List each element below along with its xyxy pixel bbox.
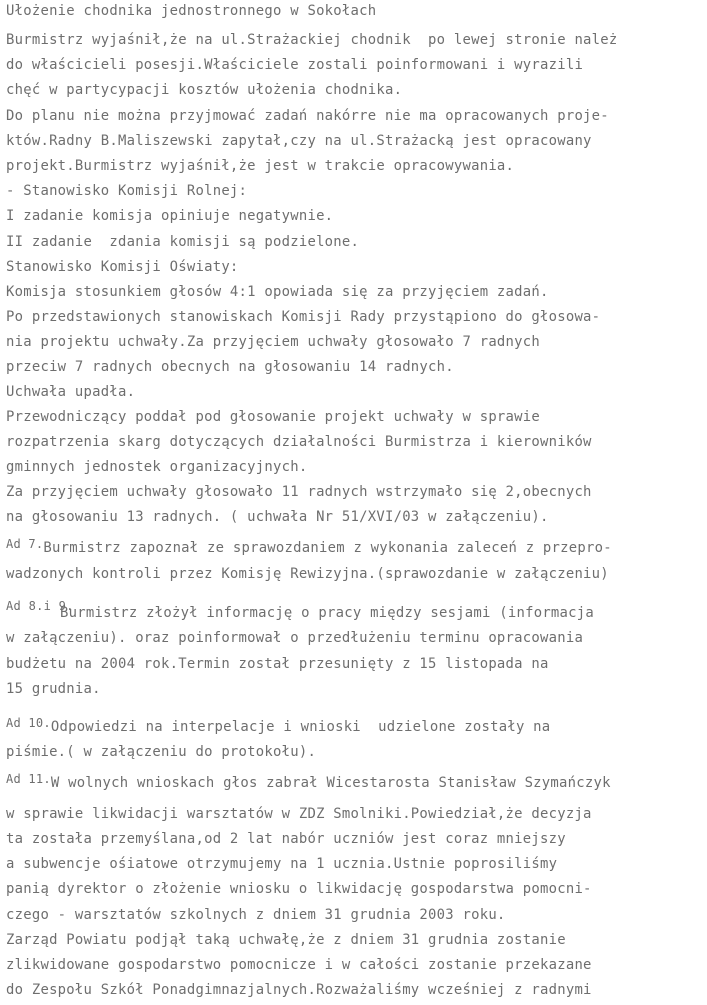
text-line: panią dyrektor o złożenie wniosku o likwidację gospodarstwa pomocni- [6,881,592,897]
text-line: chęć w partycypacji kosztów ułożenia chodnika. [6,82,403,98]
agenda-label: Ad 8.i 9. [6,599,74,613]
text-line: gminnych jednostek organizacyjnych. [6,459,308,475]
text-line: - Stanowisko Komisji Rolnej: [6,183,248,199]
text-line: budżetu na 2004 rok.Termin został przesunięty z 15 listopada na [6,656,549,672]
heading-line: Ułożenie chodnika jednostronnego w Sokołach [6,3,377,19]
text-line: nia projektu uchwały.Za przyjęciem uchwały głosowało 7 radnych [6,334,540,350]
text-line: Przewodniczący poddał pod głosowanie projekt uchwały w sprawie [6,409,540,425]
text-line: Do planu nie można przyjmować zadań nakórre nie ma opracowanych proje- [6,108,609,124]
text-line: przeciw 7 radnych obecnych na głosowaniu 14 radnych. [6,359,454,375]
text-line: wadzonych kontroli przez Komisję Rewizyjna.(sprawozdanie w załączeniu) [6,566,609,582]
text-line: rozpatrzenia skarg dotyczących działalności Burmistrza i kierowników [6,434,592,450]
text-line: projekt.Burmistrz wyjaśnił,że jest w trakcie opracowywania. [6,158,515,174]
text-line: ta została przemyślana,od 2 lat nabór uczniów jest coraz mniejszy [6,831,566,847]
agenda-label: Ad 10. [6,717,51,730]
text-line: w załączeniu). oraz poinformował o przedłużeniu terminu opracowania [6,630,584,646]
text-line: II zadanie zdania komisji są podzielone. [6,234,360,250]
text-line: na głosowaniu 13 radnych. ( uchwała Nr 51/XVI/03 w załączeniu). [6,509,549,525]
text-line: Komisja stosunkiem głosów 4:1 opowiada się za przyjęciem zadań. [6,284,549,300]
agenda-label: Ad 11. [6,773,51,786]
text-line: piśmie.( w załączeniu do protokołu). [6,744,317,760]
text-line: Za przyjęciem uchwały głosowało 11 radnych wstrzymało się 2,obecnych [6,484,592,500]
text-line: w sprawie likwidacji warsztatów w ZDZ Smolniki.Powiedział,że decyzja [6,806,592,822]
text-line: a subwencje ośiatowe otrzymujemy na 1 ucznia.Ustnie poprosiliśmy [6,856,558,872]
text-line: Stanowisko Komisji Oświaty: [6,259,239,275]
agenda-item-7 [6,538,707,558]
text-line: któw.Radny B.Maliszewski zapytał,czy na ul.Strażacką jest opracowany [6,133,592,149]
agenda-text: Odpowiedzi na interpelacje i wnioski udzielone zostały na [50,719,551,735]
text-line: I zadanie komisja opiniuje negatywnie. [6,208,334,224]
agenda-text: W wolnych wnioskach głos zabrał Wicestarosta Stanisław Szymańczyk [50,775,611,791]
text-line: Uchwała upadła. [6,384,136,400]
text-line: Po przedstawionych stanowiskach Komisji Rady przystąpiono do głosowa- [6,309,601,325]
agenda-item-11 [6,773,707,793]
agenda-item-10 [6,717,707,737]
text-line: do Zespołu Szkół Ponadgimnazjalnych.Rozważaliśmy wcześniej z radnymi [6,982,592,998]
text-line: Burmistrz wyjaśnił,że na ul.Strażackiej chodnik po lewej stronie należ [6,32,618,48]
agenda-text: Burmistrz złożył informację o pracy między sesjami (informacja [60,605,594,621]
agenda-text: Burmistrz zapoznał ze sprawozdaniem z wykonania zaleceń z przepro- [43,540,612,556]
text-line: zlikwidowane gospodarstwo pomocnicze i w całości zostanie przekazane [6,957,592,973]
text-line: Zarząd Powiatu podjął taką uchwałę,że z dniem 31 grudnia zostanie [6,932,566,948]
text-line: 15 grudnia. [6,681,101,697]
text-line: czego - warsztatów szkolnych z dniem 31 grudnia 2003 roku. [6,907,506,923]
agenda-label: Ad 7. [6,538,44,551]
text-line: do właścicieli posesji.Właściciele zostali poinformowani i wyrazili [6,57,584,73]
